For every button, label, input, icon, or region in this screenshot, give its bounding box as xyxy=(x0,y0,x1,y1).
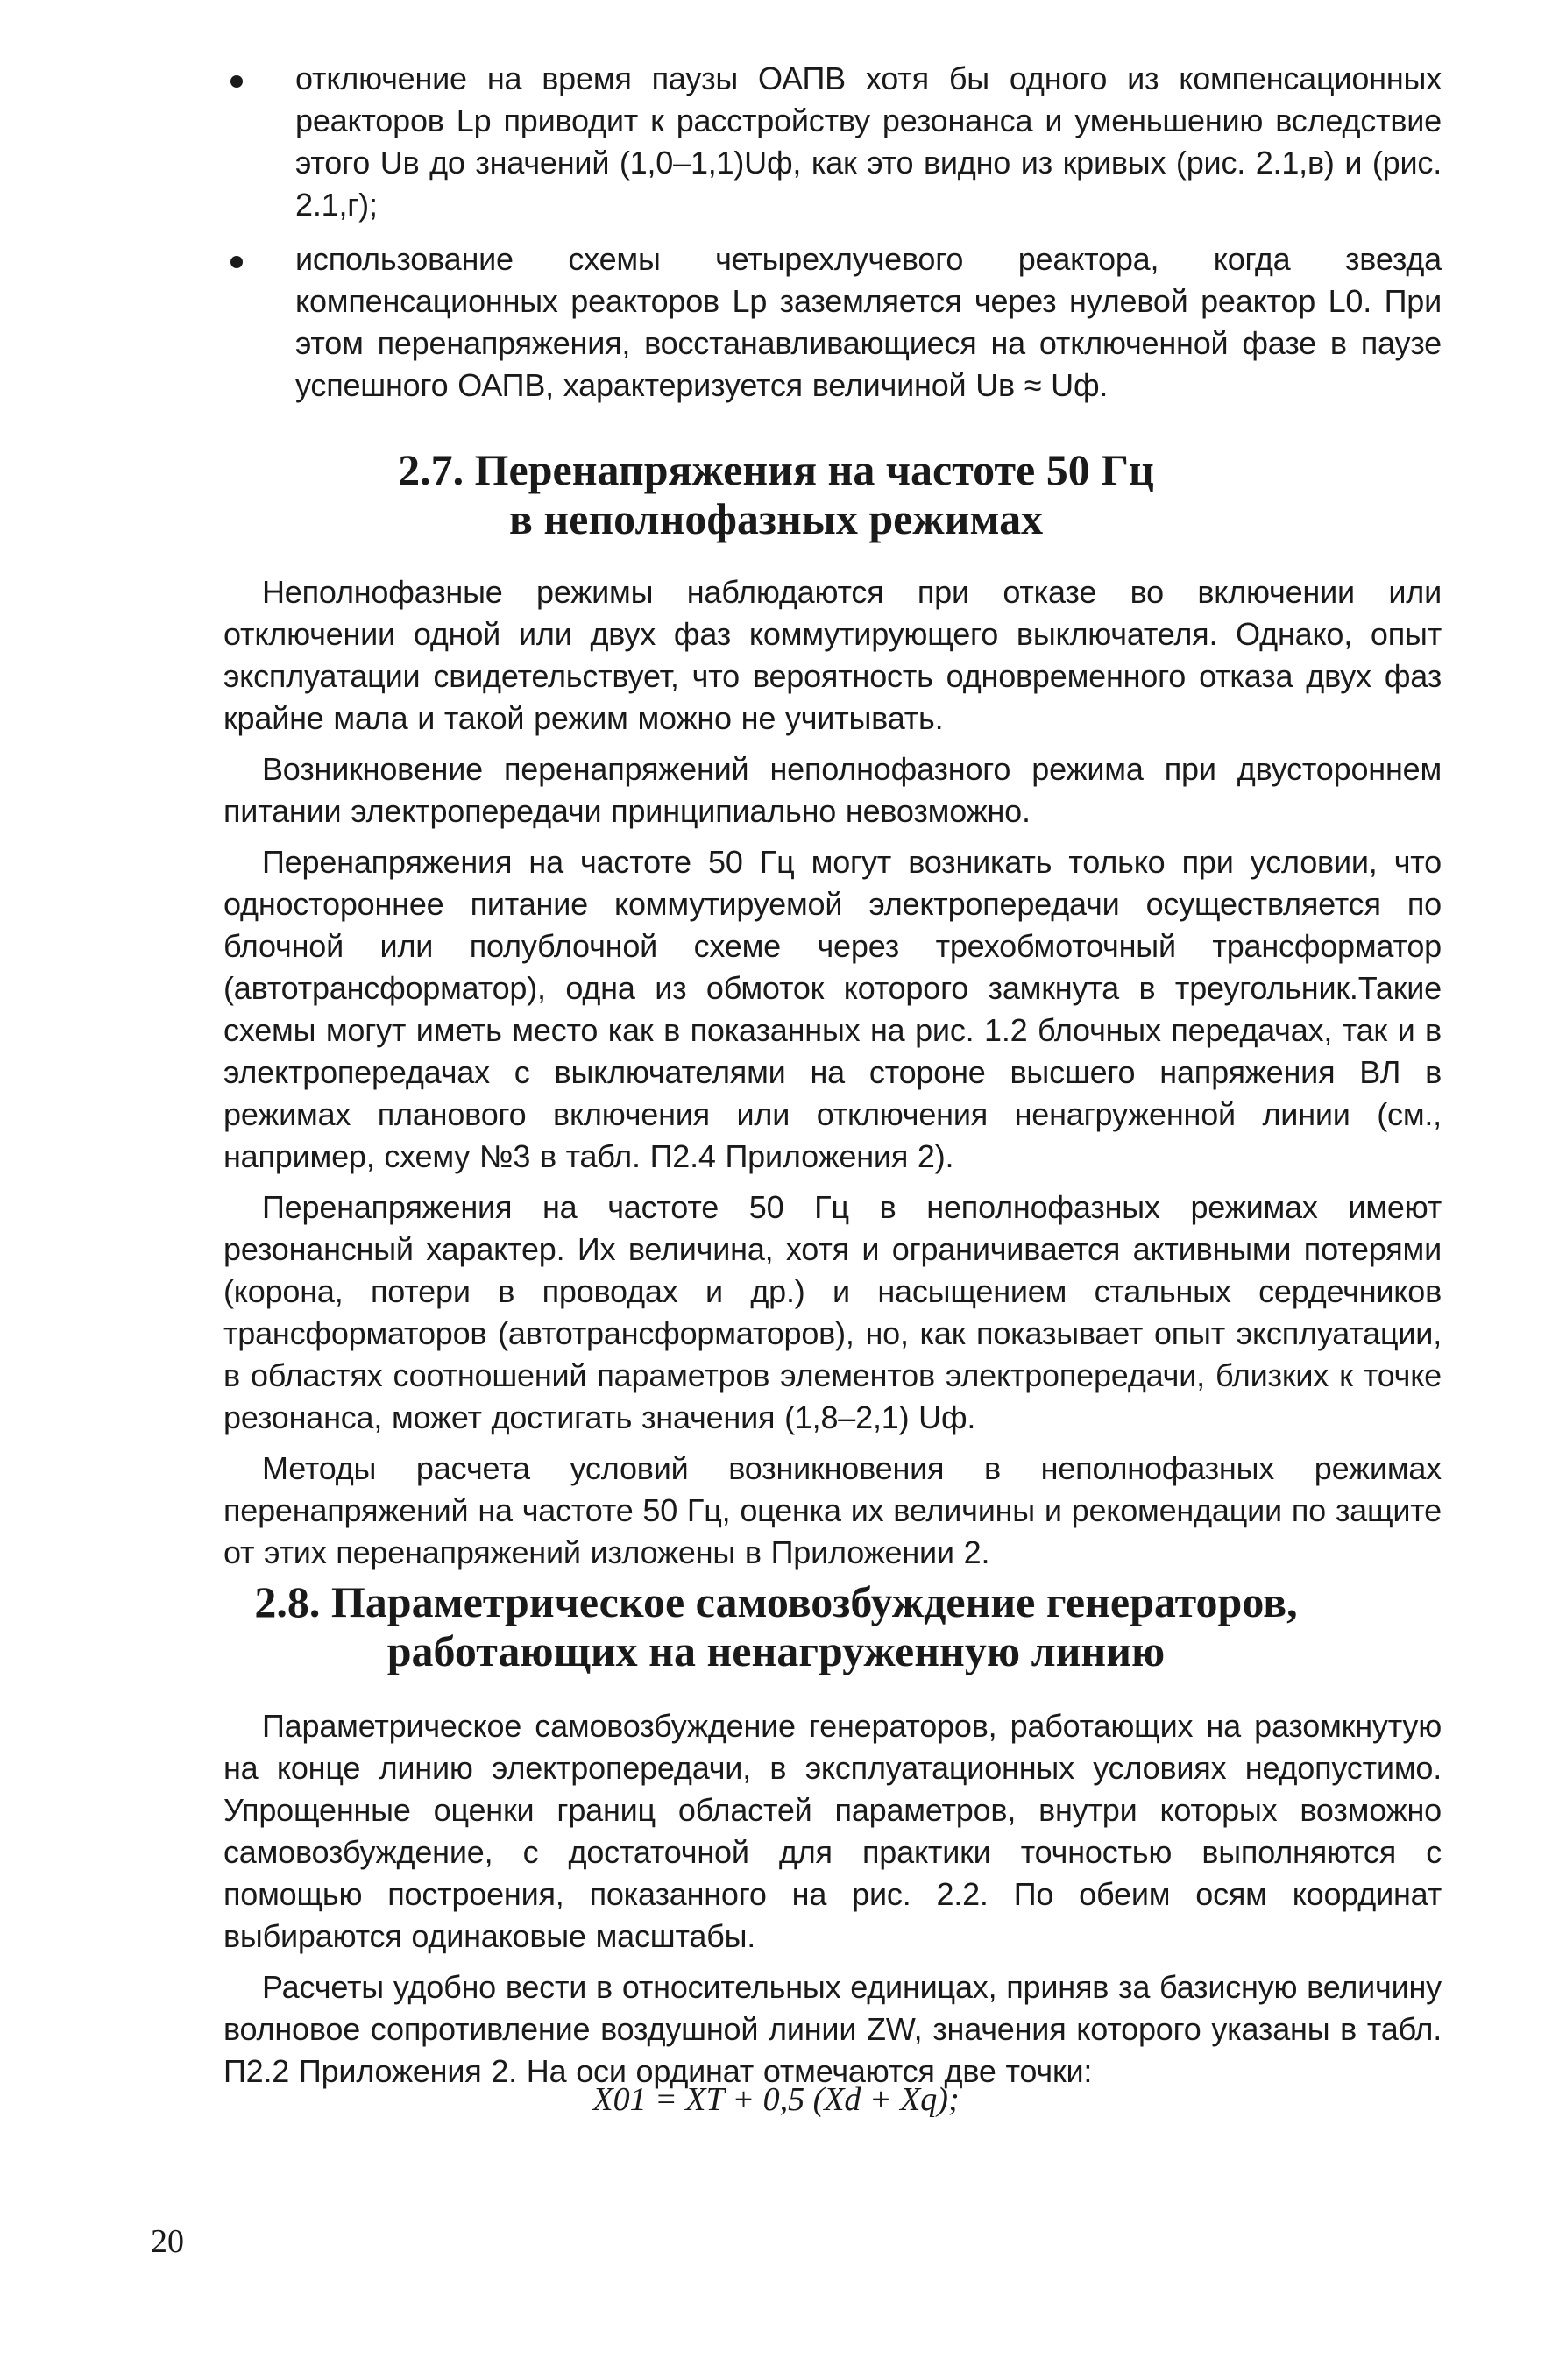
paragraph xyxy=(223,841,1442,1178)
paragraph-text: Расчеты удобно вести в относительных единицах, приняв за базисную величину волновое сопротивление воздушной линии ZW, значения которого указаны в табл. П2.2 Приложения 2. На оси ординат отмечаются две точки: xyxy=(223,1969,1442,2089)
paragraph xyxy=(223,1966,1442,2093)
bullet-list xyxy=(223,58,1442,419)
paragraph xyxy=(223,1705,1442,1958)
bullet-text: отключение на время паузы ОАПВ хотя бы одного из компенсационных реакторов Lр приводит к расстройству резонанса и уменьшению вследствие этого Uв до значений (1,0–1,1)Uф, как это видно из кривых (рис. 2.1,в) и (рис. 2.1,г); xyxy=(295,60,1442,223)
heading-line: 2.8. Параметрическое самовозбуждение генераторов, xyxy=(254,1577,1298,1626)
bullet-dot-icon xyxy=(230,75,243,88)
bullet-item xyxy=(223,58,1442,226)
paragraph xyxy=(223,1186,1442,1439)
formula: X01 = XT + 0,5 (Xd + Xq); xyxy=(592,2081,960,2118)
section-heading-2-7 xyxy=(0,445,1552,543)
paragraph xyxy=(223,748,1442,832)
bullet-item xyxy=(223,238,1442,407)
section-2-8-body xyxy=(223,1705,1442,2101)
bullet-dot-icon xyxy=(230,256,243,268)
paragraph xyxy=(223,1448,1442,1574)
paragraph-text: Неполнофазные режимы наблюдаются при отказе во включении или отключении одной или двух фаз коммутирующего выключателя. Однако, опыт эксплуатации свидетельствует, что вероятность одновременного отказа двух фаз крайне мала и такой режим можно не учитывать. xyxy=(223,574,1442,736)
heading-line: в неполнофазных режимах xyxy=(508,494,1044,543)
section-2-7-body xyxy=(223,571,1442,1583)
section-heading-2-8 xyxy=(0,1577,1552,1675)
paragraph-text: Перенапряжения на частоте 50 Гц могут возникать только при условии, что одностороннее питание коммутируемой электропередачи осуществляется по блочной или полублочной схеме через трехобмоточный трансформатор (автотрансформатор), одна из обмоток которого замкнута в треугольник.Такие схемы могут иметь место как в показанных на рис. 1.2 блочных передачах, так и в электропередачах с выключателями на стороне высшего напряжения ВЛ в режимах планового включения или отключения ненагруженной линии (см., например, схему №3 в табл. П2.4 Приложения 2). xyxy=(223,844,1442,1174)
heading-line: 2.7. Перенапряжения на частоте 50 Гц xyxy=(398,445,1154,494)
paragraph-text: Возникновение перенапряжений неполнофазного режима при двустороннем питании электропередачи принципиально невозможно. xyxy=(223,751,1442,829)
paragraph-text: Методы расчета условий возникновения в неполнофазных режимах перенапряжений на частоте 50 Гц, оценка их величины и рекомендации по защите от этих перенапряжений изложены в Приложении 2. xyxy=(223,1450,1442,1570)
bullet-text: использование схемы четырехлучевого реактора, когда звезда компенсационных реакторов Lр заземляется через нулевой реактор L0. При этом перенапряжения, восстанавливающиеся на отключенной фазе в паузе успешного ОАПВ, характеризуется величиной Uв ≈ Uф. xyxy=(295,241,1442,403)
paragraph xyxy=(223,571,1442,740)
paragraph-text: Перенапряжения на частоте 50 Гц в неполнофазных режимах имеют резонансный характер. Их величина, хотя и ограничивается активными потерями (корона, потери в проводах и др.) и насыщением стальных сердечников трансформаторов (автотрансформаторов), но, как показывает опыт эксплуатации, в областях соотношений параметров элементов электропередачи, близких к точке резонанса, может достигать значения (1,8–2,1) Uф. xyxy=(223,1189,1442,1435)
page-number: 20 xyxy=(151,2223,184,2260)
heading-line: работающих на ненагруженную линию xyxy=(386,1626,1166,1675)
paragraph-text: Параметрическое самовозбуждение генераторов, работающих на разомкнутую на конце линию электропередачи, в эксплуатационных условиях недопустимо. Упрощенные оценки границ областей параметров, внутри которых возможно самовозбуждение, с достаточной для практики точностью выполняются с помощью построения, показанного на рис. 2.2. По обеим осям координат выбираются одинаковые масштабы. xyxy=(223,1708,1442,1954)
